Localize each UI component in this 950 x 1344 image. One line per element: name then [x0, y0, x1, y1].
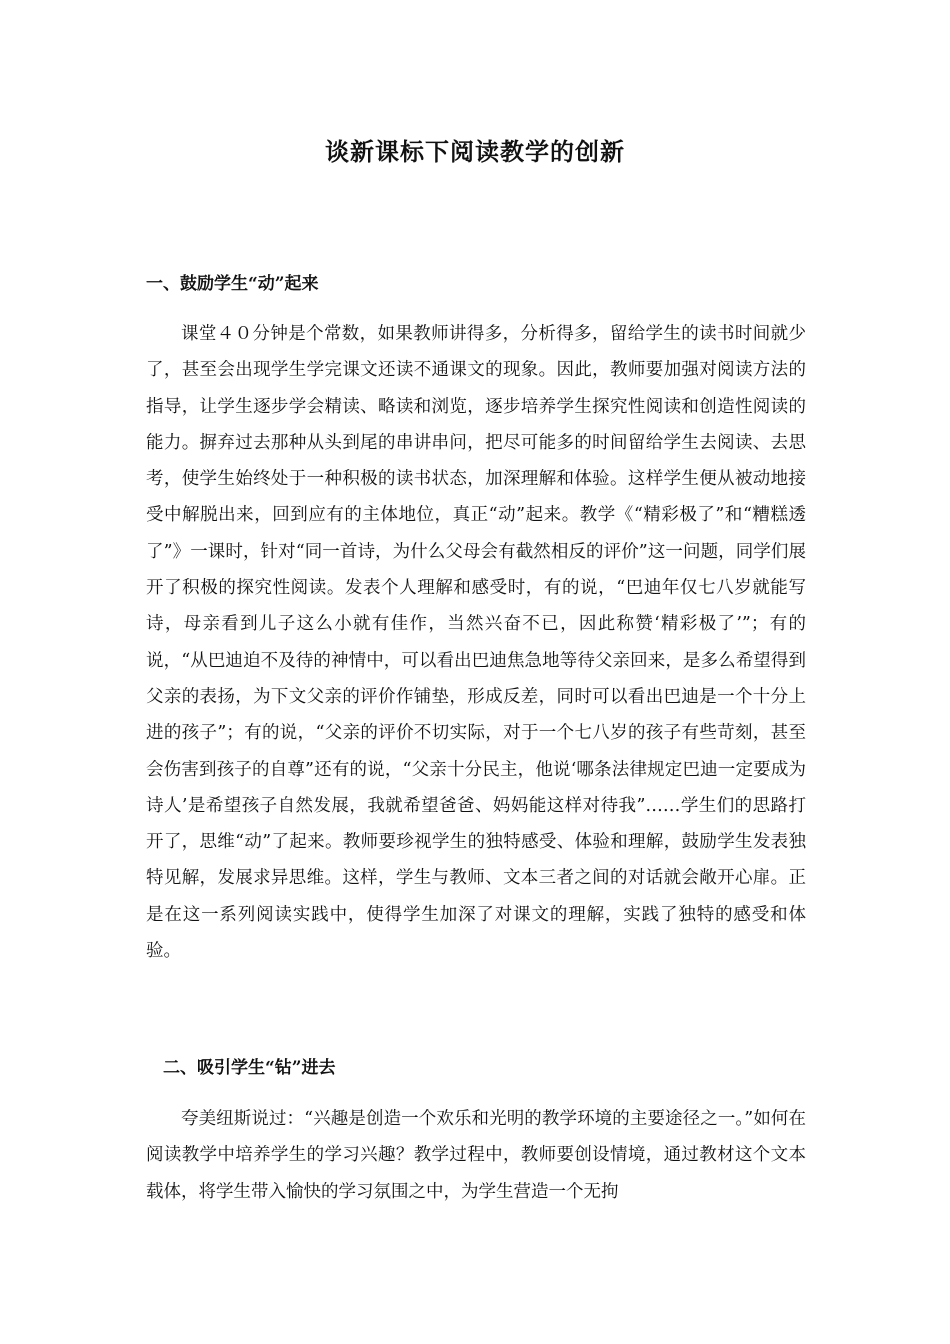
section-paragraph-1: 课堂４０分钟是个常数，如果教师讲得多，分析得多，留给学生的读书时间就少了，甚至会出现学生学完课文还读不通课文的现象。因此，教师要加强对阅读方法的指导，让学生逐步学会精读、略读和浏览，逐步培养学生探究性阅读和创造性阅读的能力。摒弃过去那种从头到尾的串讲串问，把尽可能多的时间留给学生去阅读、去思考，使学生始终处于一种积极的读书状态，加深理解和体验。这样学生便从被动地接受中解脱出来，回到应有的主体地位，真正“动”起来。教学《“精彩极了”和“糟糕透了”》一课时，针对“同一首诗，为什么父母会有截然相反的评价”这一问题，同学们展开了积极的探究性阅读。发表个人理解和感受时，有的说，“巴迪年仅七八岁就能写诗，母亲看到儿子这么小就有佳作，当然兴奋不已，因此称赞‘精彩极了’”；有的说，“从巴迪迫不及待的神情中，可以看出巴迪焦急地等待父亲回来，是多么希望得到父亲的表扬，为下文父亲的评价作铺垫，形成反差，同时可以看出巴迪是一个十分上进的孩子”；有的说，“父亲的评价不切实际，对于一个七八岁的孩子有些苛刻，甚至会伤害到孩子的自尊”还有的说，“父亲十分民主，他说‘哪条法律规定巴迪一定要成为诗人’是希望孩子自然发展，我就希望爸爸、妈妈能这样对待我”……学生们的思路打开了，思维“动”了起来。教师要珍视学生的独特感受、体验和理解，鼓励学生发表独特见解，发展求异思维。这样，学生与教师、文本三者之间的对话就会敞开心扉。正是在这一系列阅读实践中，使得学生加深了对课文的理解，实践了独特的感受和体验。 [146, 324, 806, 962]
document-title: 谈新课标下阅读教学的创新 [325, 137, 625, 166]
section-heading-1: 一、鼓励学生“动”起来 [146, 274, 319, 294]
section-heading-2: 二、吸引学生“钻”进去 [163, 1058, 336, 1078]
section-paragraph-2: 夸美纽斯说过：“兴趣是创造一个欢乐和光明的教学环境的主要途径之一。”如何在阅读教学中培养学生的学习兴趣？教学过程中，教师要创设情境，通过教材这个文本载体，将学生带入愉快的学习氛围之中，为学生营造一个无拘 [146, 1109, 806, 1202]
